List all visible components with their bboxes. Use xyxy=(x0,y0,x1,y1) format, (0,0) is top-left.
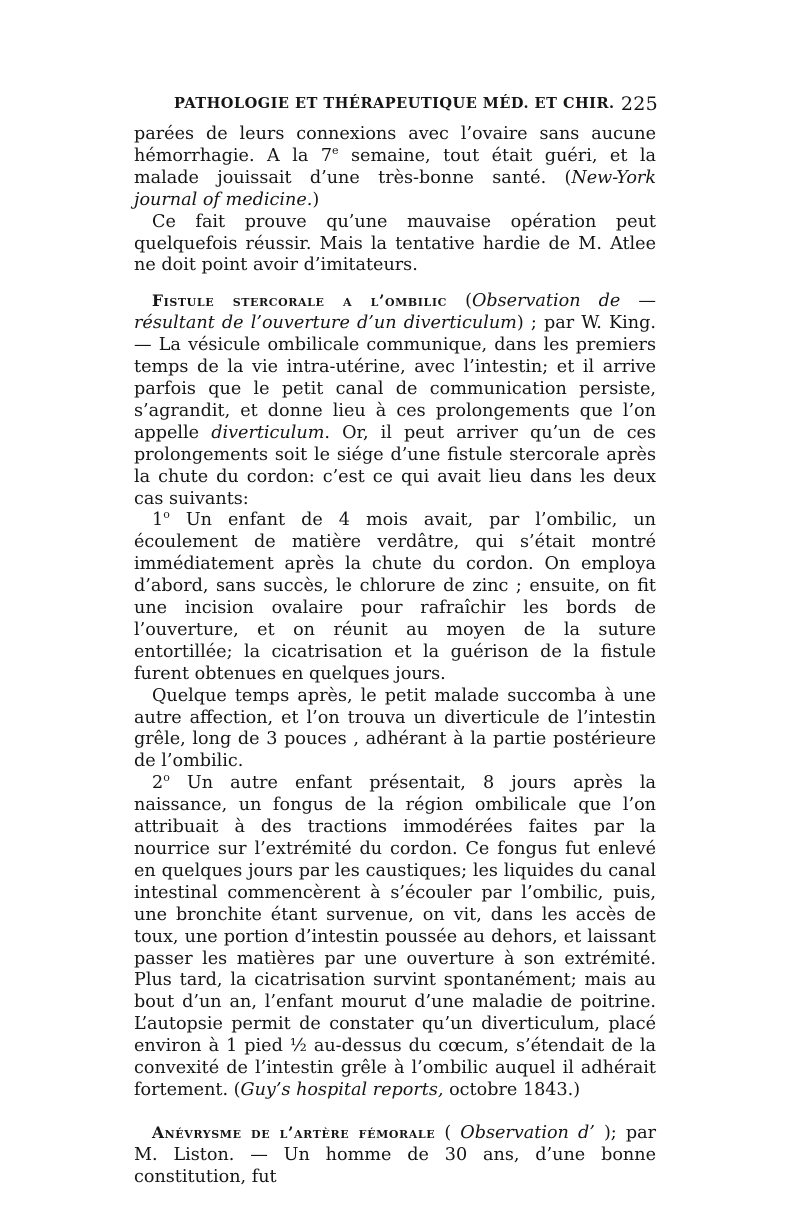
text-span: Un autre enfant présentait, 8 jours après la naissance, un fongus de la région ombilicale que l’on attribuait à des tractions immodérées faites par la nourrice sur l’extrémité du cordon. Ce fongus fut enlevé en quelques jours par les caustiques; les liquides du canal intestinal commencèrent à s’écouler par l’ombilic, puis, une bronchite étant survenue, on vit, dans les accès de toux, une portion d’intestin poussée au dehors, et laissant passer les matières par une ouverture à son extrémité. Plus tard, la cicatrisation survint spontanément; mais au bout d’un an, l’enfant mourut d’une maladie de poitrine. L’autopsie permit de constater qu’un diverticulum, placé environ à 1 pied ½ au-dessus du cœcum, s’étendait de la convexité de l’intestin grêle à l’ombilic auquel il adhérait fortement. ( xyxy=(134,773,656,1100)
text-span: ( xyxy=(435,1122,461,1143)
paragraph-continuation xyxy=(134,124,656,212)
observation-note: Observation de — résultant de l’ouverture d’un diverticulum xyxy=(134,291,656,334)
case-number: 1 xyxy=(152,510,164,531)
section-heading: Fistule stercorale a l’ombilic xyxy=(152,291,447,311)
citation: Guy’s hospital reports, xyxy=(240,1079,444,1100)
text-span: octobre 1843.) xyxy=(443,1079,581,1100)
superscript: o xyxy=(163,771,170,785)
section-fistule xyxy=(134,290,656,510)
superscript: e xyxy=(332,144,339,158)
case-number: 2 xyxy=(152,773,164,794)
page-body xyxy=(134,124,656,1189)
observation-note: Observation d’ xyxy=(460,1122,595,1143)
text-span: ) xyxy=(312,189,320,210)
paragraph xyxy=(134,686,656,774)
term: diverticulum xyxy=(211,422,325,443)
page-number: 225 xyxy=(620,93,658,115)
citation: New-York journal of medicine. xyxy=(134,167,656,210)
text-span: Quelque temps après, le petit malade succomba à une autre affection, et l’on trouva un diverticule de l’intestin grêle, long de 3 pouces , adhérant à la partie postérieure de l’ombilic. xyxy=(134,685,656,772)
case-1 xyxy=(134,510,656,685)
text-span: Un enfant de 4 mois avait, par l’ombilic, un écoulement de matière verdâtre, qui s’était montré immédiatement après la chute du cordon. On employa d’abord, sans succès, le chlorure de zinc ; ensuite, on fit une incision ovalaire pour rafraîchir les bords de l’ouverture, et on réunit au moyen de la suture entortillée; la cicatrisation et la guérison de la fistule furent obtenues en quelques jours. xyxy=(134,510,656,684)
case-2 xyxy=(134,773,656,1102)
section-heading: Anévrysme de l’artère fémorale xyxy=(152,1122,436,1142)
text-span: ) ; par W. King. — La vésicule ombilicale communique, dans les premiers temps de la vie intra-utérine, avec l’intestin; et il arrive parfois que le petit canal de communication persiste, s’agrandit, et donne lieu à ces prolongements que l’on appelle xyxy=(134,313,656,443)
text-span: parées de leurs connexions avec l’ovaire sans aucune hémorrhagie. A la 7 xyxy=(134,124,656,166)
text-span: ( xyxy=(446,291,472,312)
text-span: . Or, il peut arriver qu’un de ces prolongements soit le siége d’une fistule stercorale après la chute du cordon: c’est ce qui avait lieu dans les deux cas suivants: xyxy=(134,422,656,509)
running-title: PATHOLOGIE ET THÉRAPEUTIQUE MÉD. ET CHIR. xyxy=(174,95,615,112)
paragraph xyxy=(134,212,656,278)
superscript: o xyxy=(163,508,170,522)
text-span: ); par M. Liston. — Un homme de 30 ans, d’une bonne constitution, fut xyxy=(134,1122,656,1187)
text-span: semaine, tout était guéri, et la malade jouissait d’une très-bonne santé. ( xyxy=(134,145,656,188)
section-anevrysme xyxy=(134,1122,656,1189)
text-span: Ce fait prouve qu’une mauvaise opération peut quelquefois réussir. Mais la tentative hardie de M. Atlee ne doit point avoir d’imitateurs. xyxy=(134,211,656,276)
